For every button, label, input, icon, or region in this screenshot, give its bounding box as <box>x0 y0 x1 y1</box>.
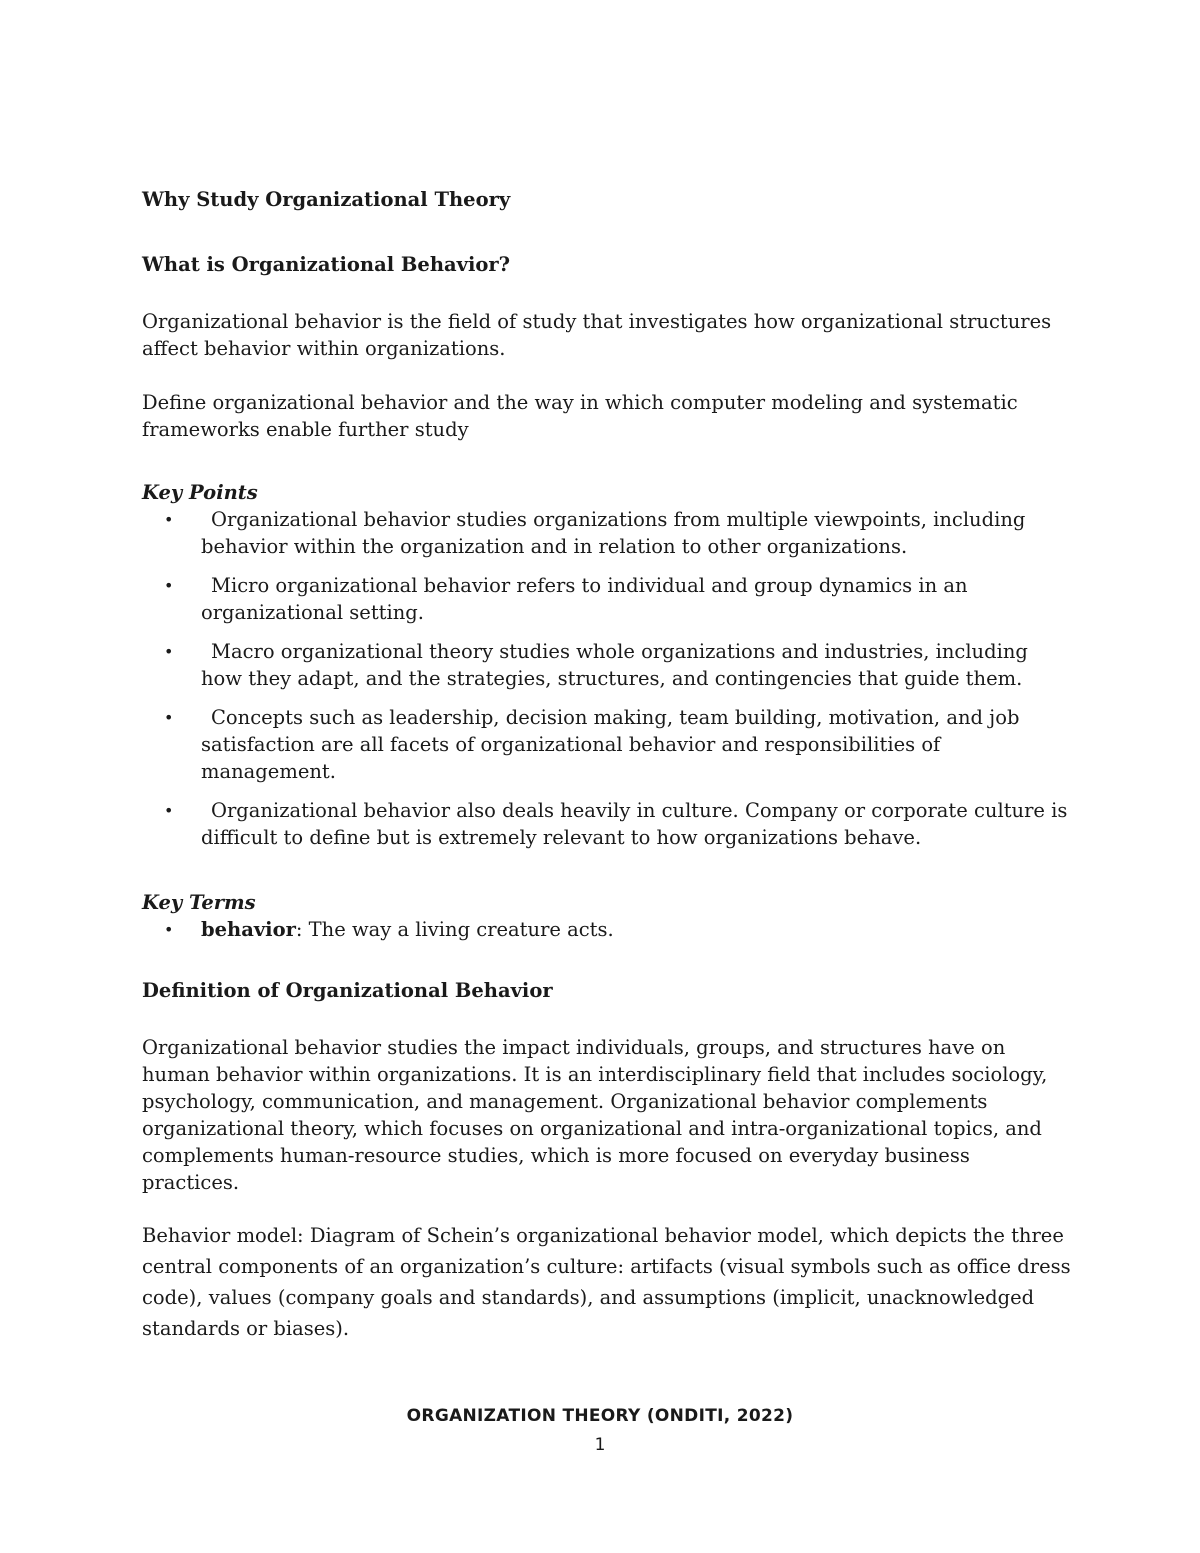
section-heading-definition-ob: Definition of Organizational Behavior <box>142 979 553 1002</box>
key-point-text: Micro organizational behavior refers to individual and group dynamics in an organizational setting. <box>201 574 968 624</box>
section-heading-what-is-ob: What is Organizational Behavior? <box>142 253 511 276</box>
list-item <box>142 916 1072 943</box>
key-point-text: Concepts such as leadership, decision making, team building, motivation, and job satisfaction are all facets of organizational behavior and responsibilities of management. <box>201 706 1020 783</box>
list-item <box>142 506 1072 560</box>
paragraph-interdisciplinary: Organizational behavior studies the impact individuals, groups, and structures have on human behavior within organizations. It is an interdisciplinary field that includes sociology, psychology, communication, and management. Organizational behavior complements organizational theory, which focuses on organizational and intra-organizational topics, and complements human-resource studies, which is more focused on everyday business practices. <box>142 1036 1048 1194</box>
list-item <box>142 572 1072 626</box>
bullet-icon: • <box>164 576 174 595</box>
key-points-list <box>142 506 1072 851</box>
paragraph-behavior-model: Behavior model: Diagram of Schein’s organizational behavior model, which depicts the three central components of an organization’s culture: artifacts (visual symbols such as office dress code), values (company goals and standards), and assumptions (implicit, unacknowledged standards or biases). <box>142 1224 1071 1340</box>
bullet-icon: • <box>164 510 174 529</box>
list-item <box>142 797 1072 851</box>
list-item <box>142 638 1072 692</box>
key-point-text: Macro organizational theory studies whole organizations and industries, including how they adapt, and the strategies, structures, and contingencies that guide them. <box>201 640 1028 690</box>
bullet-icon: • <box>164 920 174 939</box>
page-number: 1 <box>594 1435 606 1455</box>
key-term-word: behavior <box>201 918 296 941</box>
key-terms-heading: Key Terms <box>142 891 256 914</box>
bullet-icon: • <box>164 642 174 661</box>
key-points-heading: Key Points <box>142 481 258 504</box>
bullet-icon: • <box>164 708 174 727</box>
document-title: Why Study Organizational Theory <box>142 188 511 211</box>
key-term-definition: : The way a living creature acts. <box>295 918 614 941</box>
key-point-text: Organizational behavior also deals heavily in culture. Company or corporate culture is difficult to define but is extremely relevant to how organizations behave. <box>201 799 1068 849</box>
footer-title: ORGANIZATION THEORY (ONDITI, 2022) <box>406 1406 794 1426</box>
paragraph-define-instruction: Define organizational behavior and the way in which computer modeling and systematic frameworks enable further study <box>142 391 1018 441</box>
key-terms-list <box>142 916 1072 943</box>
key-point-text: Organizational behavior studies organizations from multiple viewpoints, including behavior within the organization and in relation to other organizations. <box>201 508 1026 558</box>
paragraph-definition: Organizational behavior is the field of study that investigates how organizational structures affect behavior within organizations. <box>142 310 1052 360</box>
list-item <box>142 704 1072 785</box>
document-body <box>142 186 1072 1344</box>
bullet-icon: • <box>164 801 174 820</box>
